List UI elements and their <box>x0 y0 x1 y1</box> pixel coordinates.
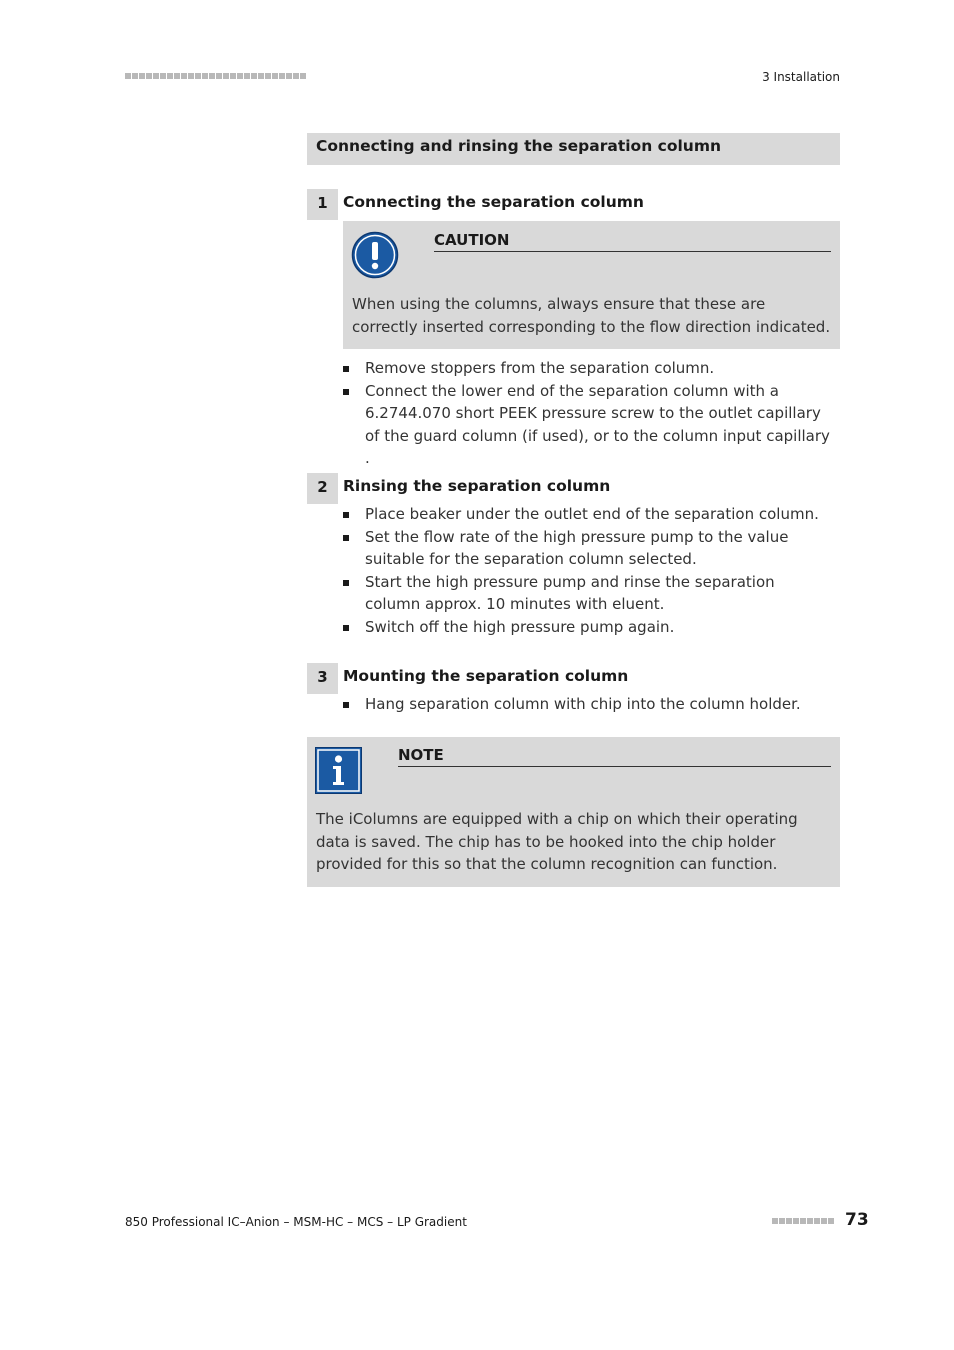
list-item: Hang separation column with chip into the column holder. <box>343 693 833 716</box>
decorative-square <box>800 1218 806 1224</box>
decorative-square <box>237 73 243 79</box>
decorative-square <box>286 73 292 79</box>
decorative-square <box>786 1218 792 1224</box>
decorative-square <box>279 73 285 79</box>
decorative-square <box>209 73 215 79</box>
decorative-square <box>244 73 250 79</box>
decorative-square <box>223 73 229 79</box>
decorative-square <box>125 73 131 79</box>
note-text: The iColumns are equipped with a chip on which their operating data is saved. The chip has to be hooked into the chip holder provided for this so that the column recognition can function. <box>316 810 798 873</box>
decorative-square <box>188 73 194 79</box>
step-1-title: Connecting the separation column <box>343 193 644 211</box>
list-item: Switch off the high pressure pump again. <box>343 616 833 639</box>
decorative-square <box>258 73 264 79</box>
decorative-square <box>251 73 257 79</box>
decorative-square <box>828 1218 834 1224</box>
decorative-square <box>153 73 159 79</box>
info-icon <box>315 747 362 794</box>
decorative-square <box>793 1218 799 1224</box>
step-2-number: 2 <box>307 473 338 504</box>
note-label: NOTE <box>398 746 831 767</box>
decorative-square <box>300 73 306 79</box>
list-item: Place beaker under the outlet end of the separation column. <box>343 503 833 526</box>
decorative-square <box>272 73 278 79</box>
step-3-list <box>343 693 833 716</box>
page-number: 73 <box>845 1210 869 1230</box>
note-box <box>307 737 840 887</box>
footer-product: 850 Professional IC–Anion – MSM-HC – MCS – LP Gradient <box>125 1215 467 1229</box>
decorative-square <box>139 73 145 79</box>
caution-text: When using the columns, always ensure that these are correctly inserted corresponding to the flow direction indicated. <box>352 295 831 336</box>
decorative-square <box>265 73 271 79</box>
decorative-square <box>807 1218 813 1224</box>
decorative-square <box>814 1218 820 1224</box>
caution-label: CAUTION <box>434 231 831 252</box>
decorative-square <box>821 1218 827 1224</box>
decorative-square <box>216 73 222 79</box>
list-item: Connect the lower end of the separation column with a 6.2744.070 short PEEK pressure screw to the outlet capillary of the guard column (if used), or to the column input capillary . <box>343 380 833 470</box>
decorative-square <box>772 1218 778 1224</box>
decorative-square <box>230 73 236 79</box>
step-1-number: 1 <box>307 189 338 220</box>
decorative-square <box>132 73 138 79</box>
caution-exclamation-icon <box>351 231 399 279</box>
step-1-list <box>343 357 833 470</box>
list-item: Remove stoppers from the separation column. <box>343 357 833 380</box>
decorative-square <box>167 73 173 79</box>
decorative-square <box>293 73 299 79</box>
decorative-square <box>174 73 180 79</box>
header-decoration <box>125 73 306 79</box>
step-2-list <box>343 503 833 638</box>
decorative-square <box>146 73 152 79</box>
decorative-square <box>195 73 201 79</box>
caution-box <box>343 221 840 349</box>
list-item: Start the high pressure pump and rinse the separation column approx. 10 minutes with eluent. <box>343 571 833 616</box>
list-item: Set the flow rate of the high pressure pump to the value suitable for the separation column selected. <box>343 526 833 571</box>
footer-decoration <box>772 1218 834 1224</box>
step-2-title: Rinsing the separation column <box>343 477 611 495</box>
decorative-square <box>181 73 187 79</box>
decorative-square <box>202 73 208 79</box>
step-3-number: 3 <box>307 663 338 694</box>
decorative-square <box>779 1218 785 1224</box>
decorative-square <box>160 73 166 79</box>
section-title: Connecting and rinsing the separation column <box>307 133 840 165</box>
step-3-title: Mounting the separation column <box>343 667 629 685</box>
chapter-header: 3 Installation <box>762 70 840 84</box>
